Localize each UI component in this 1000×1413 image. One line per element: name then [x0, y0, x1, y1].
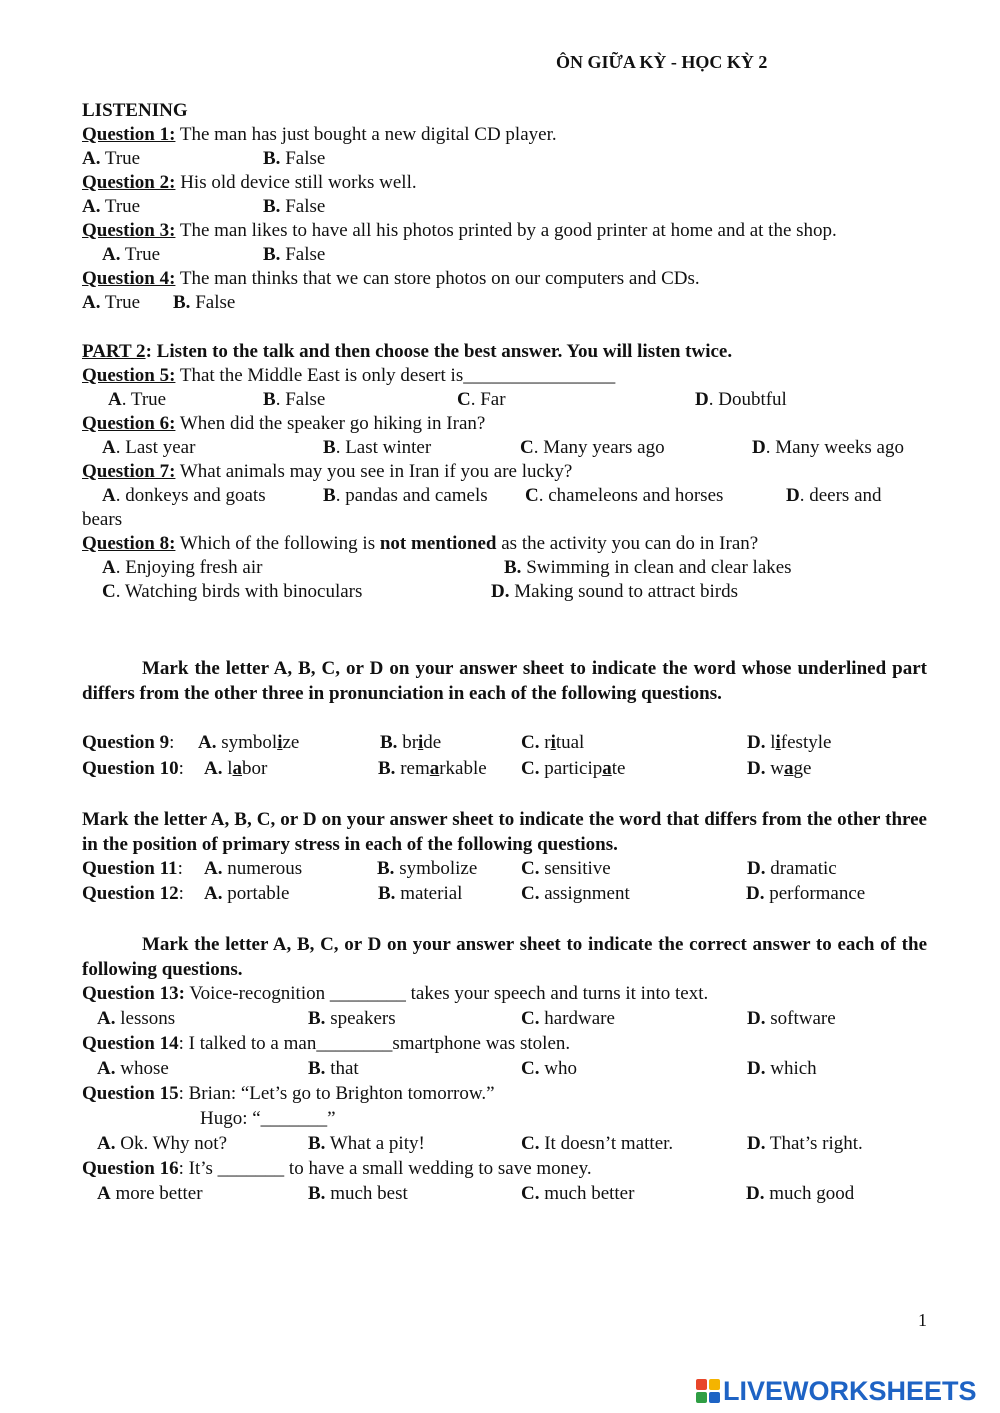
question-15: Question 15: Brian: “Let’s go to Brighton tomorrow.” — [82, 1083, 495, 1104]
option-d[interactable]: D. That’s right. — [747, 1133, 863, 1154]
question-text: His old device still works well. — [175, 172, 417, 193]
option-c[interactable]: C. much better — [521, 1183, 635, 1204]
option-d[interactable]: D. wage — [747, 758, 812, 779]
option-a[interactable]: A. True — [82, 292, 141, 313]
question-text: The man has just bought a new digital CD player. — [175, 124, 557, 145]
question-7: Question 7: What animals may you see in Iran if you are lucky? — [82, 461, 573, 482]
option-d[interactable]: D. deers and — [786, 485, 882, 506]
option-a[interactable]: A. True — [102, 244, 161, 265]
option-d[interactable]: D. lifestyle — [747, 732, 832, 753]
question-16: Question 16: It’s _______ to have a small wedding to save money. — [82, 1158, 592, 1179]
option-c[interactable]: C. hardware — [521, 1008, 615, 1029]
option-a[interactable]: A. numerous — [204, 858, 303, 879]
listening-heading: LISTENING — [82, 100, 188, 121]
option-b[interactable]: B. pandas and camels — [323, 485, 488, 506]
option-a[interactable]: A. donkeys and goats — [102, 485, 266, 506]
option-b[interactable]: B. Swimming in clean and clear lakes — [504, 557, 792, 578]
option-a[interactable]: A. True — [82, 196, 141, 217]
option-d[interactable]: D. much good — [746, 1183, 855, 1204]
option-a[interactable]: A. symbolize — [198, 732, 300, 753]
stress-instruction: Mark the letter A, B, C, or D on your answer sheet to indicate the word that differs from the other three in the position of primary stress in each of the following questions. — [82, 809, 927, 855]
option-a[interactable]: A. whose — [97, 1058, 169, 1079]
question-label: Question 1: — [82, 124, 176, 145]
question-14: Question 14: I talked to a man________smartphone was stolen. — [82, 1033, 571, 1054]
question-11: Question 11: — [82, 858, 183, 879]
grammar-instruction: Mark the letter A, B, C, or D on your answer sheet to indicate the correct answer to each of the following questions. — [82, 934, 927, 980]
option-b[interactable]: B. remarkable — [378, 758, 487, 779]
option-c[interactable]: C. chameleons and horses — [525, 485, 724, 506]
question-4 — [82, 267, 700, 291]
logo-icon — [696, 1379, 720, 1403]
option-c[interactable]: C. Many years ago — [520, 437, 665, 458]
question-label: Question 2: — [82, 172, 176, 193]
option-a[interactable]: A. Ok. Why not? — [97, 1133, 228, 1154]
pronunciation-instruction: Mark the letter A, B, C, or D on your answer sheet to indicate the word whose underlined part differs from the other three in pronunciation in each of the following questions. — [82, 658, 927, 704]
question-6: Question 6: When did the speaker go hiking in Iran? — [82, 413, 486, 434]
option-a[interactable]: A. lessons — [97, 1008, 176, 1029]
page-number: 1 — [918, 1310, 927, 1330]
option-b[interactable]: B. Last winter — [323, 437, 432, 458]
option-d[interactable]: D. which — [747, 1058, 817, 1079]
part2-heading: PART 2: Listen to the talk and then choose the best answer. You will listen twice. — [82, 341, 733, 362]
option-b[interactable]: B. speakers — [308, 1008, 396, 1029]
option-c[interactable]: C. ritual — [521, 732, 585, 753]
option-a[interactable]: A. Enjoying fresh air — [102, 557, 263, 578]
page-title: ÔN GIỮA KỲ - HỌC KỲ 2 — [556, 52, 768, 72]
option-d[interactable]: D. Making sound to attract birds — [491, 581, 738, 602]
option-b[interactable]: B. that — [308, 1058, 359, 1079]
option-a[interactable]: A. labor — [204, 758, 268, 779]
option-d[interactable]: D. dramatic — [747, 858, 837, 879]
question-2 — [82, 171, 417, 195]
option-a[interactable]: A. portable — [204, 883, 290, 904]
option-d[interactable]: D. software — [747, 1008, 836, 1029]
option-d[interactable]: D. Many weeks ago — [752, 437, 904, 458]
question-label: Question 3: — [82, 220, 176, 241]
option-b[interactable]: B. much best — [308, 1183, 408, 1204]
option-b[interactable]: B. bride — [380, 732, 442, 753]
liveworksheets-logo[interactable] — [696, 1376, 977, 1406]
option-b[interactable]: B. False — [263, 196, 326, 217]
option-d[interactable]: D. performance — [746, 883, 866, 904]
question-10: Question 10: — [82, 758, 184, 779]
question-15-line2: Hugo: “_______” — [200, 1108, 336, 1129]
option-b[interactable]: B. False — [263, 389, 326, 410]
question-9: Question 9: — [82, 732, 175, 753]
option-d[interactable]: D. Doubtful — [695, 389, 787, 410]
option-d-wrap: bears — [82, 509, 123, 530]
question-8: Question 8: Which of the following is not mentioned as the activity you can do in Iran? — [82, 533, 759, 554]
question-1 — [82, 123, 557, 147]
option-a[interactable]: A. Last year — [102, 437, 196, 458]
question-label: Question 4: — [82, 268, 176, 289]
logo-text: LIVEWORKSHEETS — [723, 1375, 977, 1406]
option-c[interactable]: C. who — [521, 1058, 577, 1079]
question-13: Question 13: Voice-recognition ________ takes your speech and turns it into text. — [82, 983, 709, 1004]
question-text: The man likes to have all his photos printed by a good printer at home and at the shop. — [175, 220, 837, 241]
option-c[interactable]: C. sensitive — [521, 858, 611, 879]
option-c[interactable]: C. Far — [457, 389, 506, 410]
option-c[interactable]: C. It doesn’t matter. — [521, 1133, 674, 1154]
option-b[interactable]: B. What a pity! — [308, 1133, 425, 1154]
option-b[interactable]: B. False — [263, 244, 326, 265]
question-text: The man thinks that we can store photos on our computers and CDs. — [175, 268, 700, 289]
option-a[interactable]: A more better — [97, 1183, 203, 1204]
option-b[interactable]: B. False — [263, 148, 326, 169]
question-12: Question 12: — [82, 883, 184, 904]
option-a[interactable]: A. True — [82, 148, 141, 169]
question-3 — [82, 219, 837, 243]
option-b[interactable]: B. False — [173, 292, 236, 313]
option-c[interactable]: C. assignment — [521, 883, 630, 904]
option-a[interactable]: A. True — [108, 389, 167, 410]
option-b[interactable]: B. material — [378, 883, 463, 904]
option-c[interactable]: C. Watching birds with binoculars — [102, 581, 363, 602]
question-5: Question 5: That the Middle East is only desert is________________ — [82, 365, 616, 386]
option-b[interactable]: B. symbolize — [377, 858, 478, 879]
option-c[interactable]: C. participate — [521, 758, 626, 779]
